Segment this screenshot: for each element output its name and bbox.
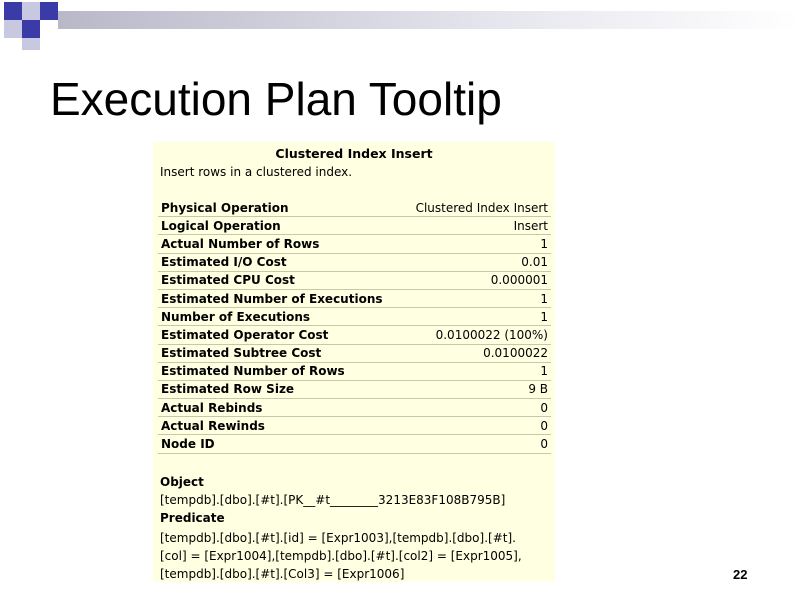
property-row	[158, 417, 551, 435]
property-row	[158, 217, 551, 235]
property-value: 0	[402, 435, 551, 453]
property-value: 0.000001	[402, 271, 551, 289]
tooltip-description: Insert rows in a clustered index.	[160, 165, 353, 179]
property-row	[158, 326, 551, 344]
property-value: 1	[402, 289, 551, 307]
property-row	[158, 289, 551, 307]
property-label: Estimated CPU Cost	[158, 271, 402, 289]
execution-plan-tooltip	[153, 142, 555, 582]
property-value: 9 B	[402, 380, 551, 398]
property-row	[158, 308, 551, 326]
property-row	[158, 199, 551, 217]
property-value: 0.01	[402, 253, 551, 271]
decor-square	[4, 2, 22, 20]
property-value: 0.0100022	[402, 344, 551, 362]
property-label: Node ID	[158, 435, 402, 453]
property-label: Estimated Number of Rows	[158, 362, 402, 380]
object-label: Object	[160, 475, 204, 489]
property-row	[158, 235, 551, 253]
predicate-label: Predicate	[160, 511, 225, 525]
property-value: Insert	[402, 217, 551, 235]
property-row	[158, 253, 551, 271]
property-value: 0	[402, 399, 551, 417]
property-label: Number of Executions	[158, 308, 402, 326]
property-value: Clustered Index Insert	[402, 199, 551, 217]
property-label: Estimated Operator Cost	[158, 326, 402, 344]
property-value: 1	[402, 362, 551, 380]
property-label: Actual Number of Rows	[158, 235, 402, 253]
page-number: 22	[733, 567, 748, 582]
decor-square	[22, 2, 40, 20]
property-label: Logical Operation	[158, 217, 402, 235]
property-row	[158, 271, 551, 289]
property-row	[158, 399, 551, 417]
tooltip-header: Clustered Index Insert	[275, 146, 433, 161]
property-label: Estimated Row Size	[158, 380, 402, 398]
decor-title-bar	[58, 11, 800, 29]
property-label: Estimated Subtree Cost	[158, 344, 402, 362]
property-row	[158, 380, 551, 398]
decor-square	[22, 38, 40, 50]
decor-square	[22, 20, 40, 38]
property-row	[158, 362, 551, 380]
property-value: 1	[402, 308, 551, 326]
property-label: Actual Rebinds	[158, 399, 402, 417]
decor-square	[4, 20, 22, 38]
property-value: 0.0100022 (100%)	[402, 326, 551, 344]
predicate-value: [tempdb].[dbo].[#t].[id] = [Expr1003],[tempdb].[dbo].[#t]. [col] = [Expr1004],[tempdb].[dbo].[#t].[col2] = [Expr1005], [tempdb].[dbo].[#t].[Col3] = [Expr1006]	[160, 531, 522, 581]
property-value: 1	[402, 235, 551, 253]
property-row	[158, 435, 551, 453]
property-label: Estimated I/O Cost	[158, 253, 402, 271]
property-value: 0	[402, 417, 551, 435]
property-label: Actual Rewinds	[158, 417, 402, 435]
object-value: [tempdb].[dbo].[#t].[PK__#t________3213E83F108B795B]	[160, 493, 506, 507]
property-label: Physical Operation	[158, 199, 402, 217]
property-label: Estimated Number of Executions	[158, 289, 402, 307]
decor-square	[40, 2, 58, 20]
slide-title: Execution Plan Tooltip	[50, 73, 502, 125]
properties-table	[158, 199, 551, 454]
property-row	[158, 344, 551, 362]
